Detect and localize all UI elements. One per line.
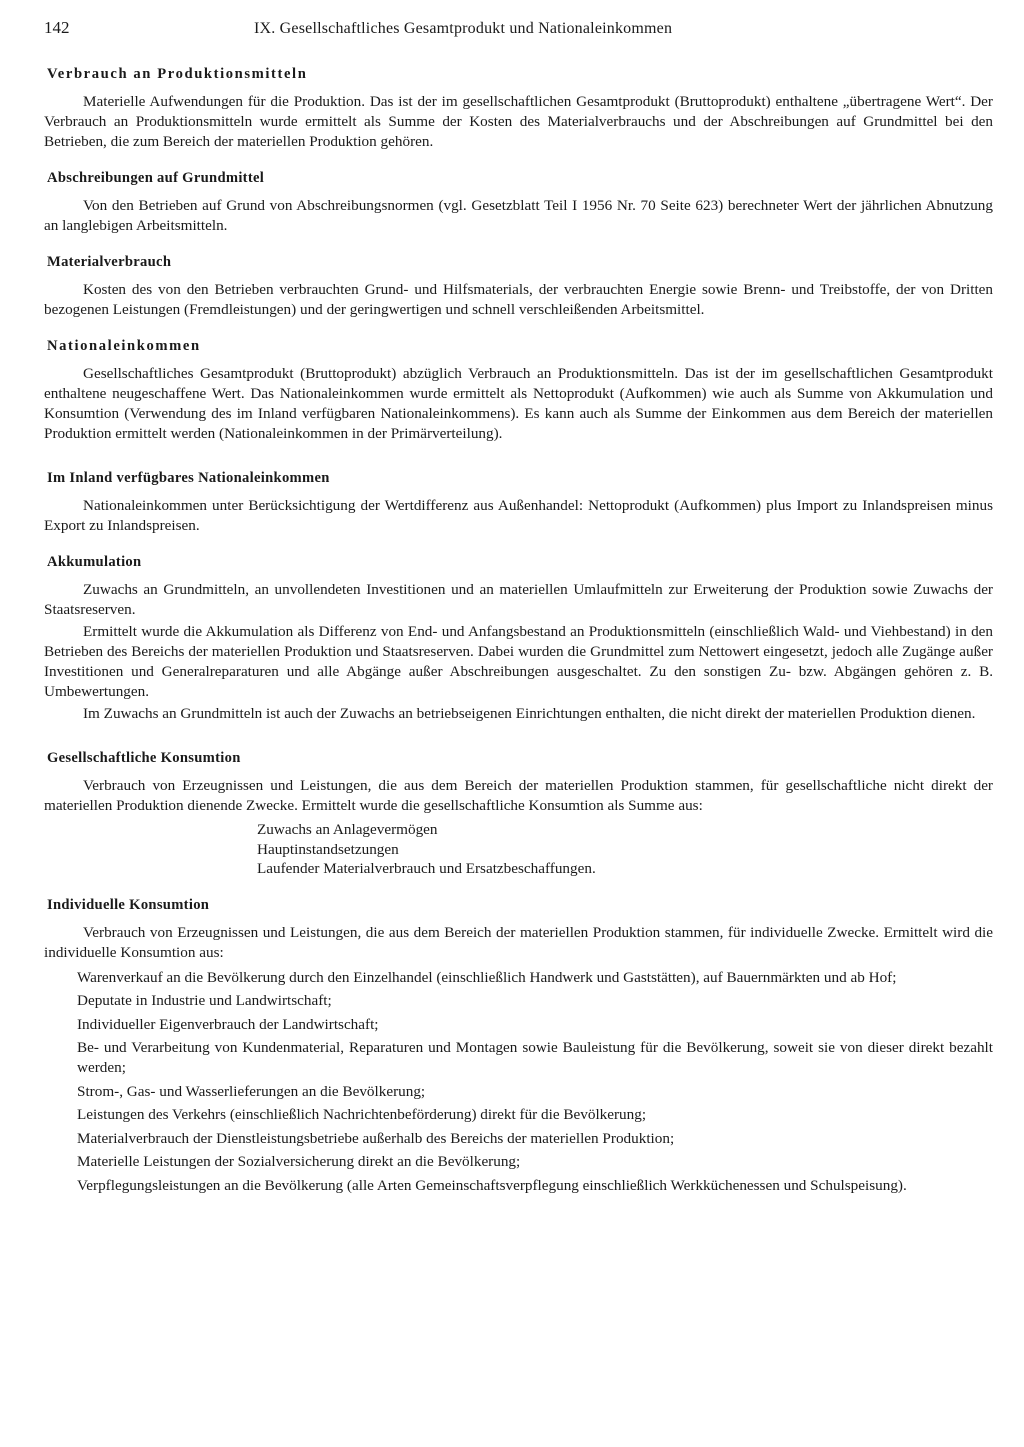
list-item: Verpflegungsleistungen an die Bevölkerung (alle Arten Gemeinschaftsverpflegung einschließlich Werkküchenessen und Schulspeisung). bbox=[77, 1176, 907, 1194]
paragraph: Materielle Aufwendungen für die Produktion. Das ist der im gesellschaftlichen Gesamtprodukt (Bruttoprodukt) enthaltene „übertragene Wert“. Der Verbrauch an Produktionsmitteln wurde ermittelt als Summe der Kosten des Materialverbrauchs und der Abschreibungen auf Grundmittel bei den Betrieben, die zum Bereich der materiellen Produktion gehören. bbox=[44, 93, 993, 150]
section-materialverbrauch bbox=[44, 252, 993, 320]
section-verbrauch-an-produktionsmitteln bbox=[44, 64, 993, 152]
list-item: Deputate in Industrie und Landwirtschaft; bbox=[77, 992, 332, 1009]
list-item: Individueller Eigenverbrauch der Landwirtschaft; bbox=[77, 1015, 379, 1033]
paragraph: Zuwachs an Grundmitteln, an unvollendeten Investitionen und an materiellen Umlaufmitteln zur Erweiterung der Produktion sowie Zuwachs der Staatsreserven. bbox=[44, 581, 993, 618]
section-title: Nationaleinkommen bbox=[47, 338, 201, 354]
section-title: Gesellschaftliche Konsumtion bbox=[47, 750, 241, 766]
paragraph: Ermittelt wurde die Akkumulation als Differenz von End- und Anfangsbestand an Produktionsmitteln (einschließlich Wald- und Viehbestand) in den Betrieben des Bereichs der materiellen Produktion und Staatsreserven. Dabei wurden die Grundmittel zum Nettowert eingesetzt, jedoch alle Zugänge außer Investitionen und Generalreparaturen und alle Abgänge außer Abschreibungen ausgeschaltet. Zu den sonstigen Zu- bzw. Abgängen gehören z. B. Umbewertungen. bbox=[44, 623, 993, 700]
paragraph: Verbrauch von Erzeugnissen und Leistungen, die aus dem Bereich der materiellen Produktion stammen, für individuelle Zwecke. Ermittelt wird die individuelle Konsumtion aus: bbox=[44, 923, 993, 961]
list-item: Leistungen des Verkehrs (einschließlich Nachrichtenbeförderung) direkt für die Bevölkerung; bbox=[77, 1106, 647, 1123]
paragraph: Im Zuwachs an Grundmitteln ist auch der Zuwachs an betriebseigenen Einrichtungen enthalten, die nicht direkt der materiellen Produktion dienen. bbox=[83, 705, 976, 722]
section-title: Individuelle Konsumtion bbox=[47, 896, 210, 913]
paragraph: Von den Betrieben auf Grund von Abschreibungsnormen (vgl. Gesetzblatt Teil I 1956 Nr. 70 Seite 623) berechneter Wert der jährlichen Abnutzung an langlebigen Arbeitsmitteln. bbox=[44, 197, 993, 234]
section-title: Verbrauch an Produktionsmitteln bbox=[47, 66, 308, 82]
list-item: Strom-, Gas- und Wasserlieferungen an die Bevölkerung; bbox=[77, 1082, 426, 1100]
running-title: IX. Gesellschaftliches Gesamtprodukt und Nationaleinkommen bbox=[254, 20, 673, 37]
list-item: Be- und Verarbeitung von Kundenmaterial, Reparaturen und Montagen sowie Bauleistung für die Bevölkerung, soweit sie von dieser direkt bezahlt werden; bbox=[77, 1039, 993, 1076]
list-item: Zuwachs an Anlagevermögen bbox=[257, 821, 438, 838]
paragraph: Verbrauch von Erzeugnissen und Leistungen, die aus dem Bereich der materiellen Produktion stammen, für gesellschaftliche nicht direkt der materiellen Produktion dienende Zwecke. Ermittelt wurde die gesellschaftliche Konsumtion als Summe aus: bbox=[44, 777, 993, 814]
section-im-inland-verfuegbares-nationaleinkommen bbox=[44, 468, 993, 536]
page-number: 142 bbox=[44, 18, 70, 37]
section-title: Im Inland verfügbares Nationaleinkommen bbox=[47, 470, 330, 486]
list-item: Materielle Leistungen der Sozialversicherung direkt an die Bevölkerung; bbox=[77, 1153, 521, 1170]
section-abschreibungen-auf-grundmittel bbox=[44, 168, 993, 236]
section-nationaleinkommen bbox=[44, 336, 993, 444]
component-list bbox=[44, 968, 993, 1196]
list-item: Laufender Materialverbrauch und Ersatzbeschaffungen. bbox=[257, 860, 596, 877]
list-item: Hauptinstandsetzungen bbox=[257, 840, 399, 858]
section-gesellschaftliche-konsumtion bbox=[44, 748, 993, 879]
list-item: Materialverbrauch der Dienstleistungsbetriebe außerhalb des Bereichs der materiellen Produktion; bbox=[77, 1129, 675, 1147]
section-title: Materialverbrauch bbox=[47, 254, 172, 270]
summation-list bbox=[257, 820, 993, 879]
section-akkumulation bbox=[44, 552, 993, 724]
paragraph: Nationaleinkommen unter Berücksichtigung der Wertdifferenz aus Außenhandel: Nettoprodukt (Aufkommen) plus Import zu Inlandspreisen minus Export zu Inlandspreisen. bbox=[44, 497, 993, 534]
section-title: Akkumulation bbox=[47, 554, 142, 570]
section-individuelle-konsumtion bbox=[44, 895, 993, 1196]
section-title: Abschreibungen auf Grundmittel bbox=[47, 170, 265, 186]
paragraph: Gesellschaftliches Gesamtprodukt (Bruttoprodukt) abzüglich Verbrauch an Produktionsmitteln. Das ist der im gesellschaftlichen Gesamtprodukt enthaltene neugeschaffene Wert. Das Nationaleinkommen wurde ermittelt als Nettoprodukt (Aufkommen) wie auch als Summe von Akkumulation und Konsumtion (Verwendung des im Inland verfügbaren Nationaleinkommens). Es kann auch als Summe der Einkommen aus dem Bereich der materiellen Produktion ermittelt werden (Nationaleinkommen in der Primärverteilung). bbox=[44, 365, 993, 442]
list-item: Warenverkauf an die Bevölkerung durch den Einzelhandel (einschließlich Handwerk und Gaststätten), auf Bauernmärkten und ab Hof; bbox=[77, 968, 897, 986]
page-header bbox=[44, 18, 993, 44]
paragraph: Kosten des von den Betrieben verbrauchten Grund- und Hilfsmaterials, der verbrauchten Energie sowie Brenn- und Treibstoffe, der von Dritten bezogenen Leistungen (Fremdleistungen) und der geringwertigen und schnell verschleißenden Arbeitsmittel. bbox=[44, 281, 993, 318]
